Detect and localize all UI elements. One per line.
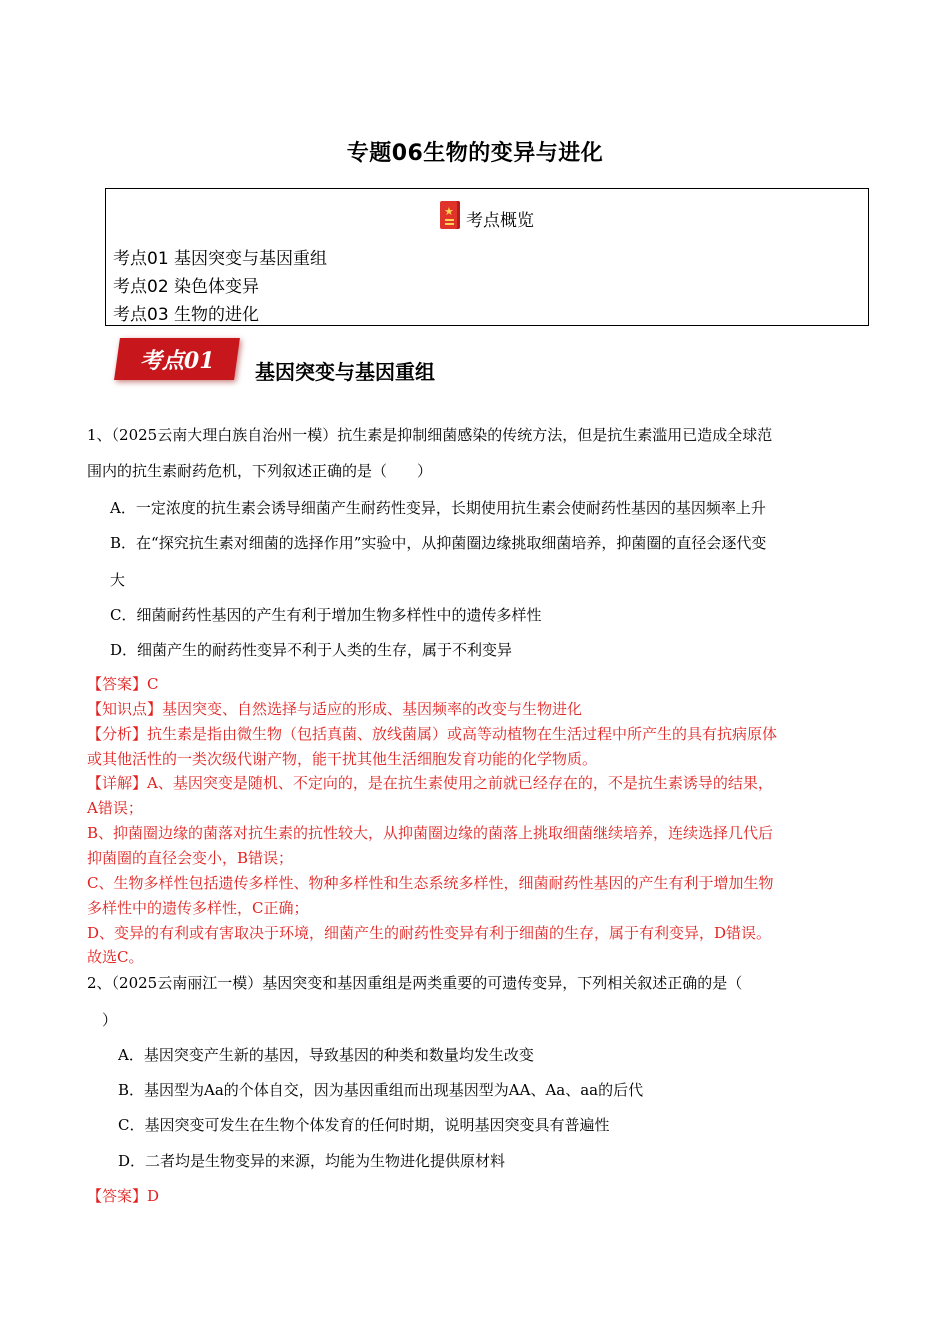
- q2-answer: 【答案】D: [87, 1187, 160, 1205]
- q1-option-b-line2: 大: [110, 571, 126, 589]
- q1-detail-line5: C、生物多样性包括遗传多样性、物种多样性和生态系统多样性，细菌耐药性基因的产生有利于增加生物: [87, 874, 774, 892]
- q2-stem-line1: 2、（2025云南丽江一模）基因突变和基因重组是两类重要的可遗传变异，下列相关叙述正确的是（: [87, 974, 743, 992]
- overview-box: [105, 188, 869, 326]
- overview-item: 考点03 生物的进化: [113, 305, 260, 325]
- q1-option-a: A．一定浓度的抗生素会诱导细菌产生耐药性变异，长期使用抗生素会使耐药性基因的基因频率上升: [110, 499, 766, 517]
- q1-answer: 【答案】C: [87, 675, 159, 693]
- overview-list: [113, 245, 327, 329]
- overview-item: 考点02 染色体变异: [113, 277, 260, 297]
- section-badge-label: 考点01: [139, 347, 215, 374]
- q1-option-d: D．细菌产生的耐药性变异不利于人类的生存，属于不利变异: [110, 641, 513, 659]
- q1-analysis-line2: 或其他活性的一类次级代谢产物，能干扰其他生活细胞发育功能的化学物质。: [87, 750, 598, 768]
- q1-detail-line1: 【详解】A、基因突变是随机、不定向的，是在抗生素使用之前就已经存在的，不是抗生素诱导的结果，: [87, 774, 773, 792]
- q1-detail-line3: B、抑菌圈边缘的菌落对抗生素的抗性较大，从抑菌圈边缘的菌落上挑取细菌继续培养，连续选择几代后: [87, 824, 774, 842]
- q2-stem-line2: ）: [102, 1011, 118, 1029]
- section-title: 基因突变与基因重组: [255, 360, 435, 384]
- q2-option-d: D．二者均是生物变异的来源，均能为生物进化提供原材料: [118, 1152, 506, 1170]
- q2-option-a: A．基因突变产生新的基因，导致基因的种类和数量均发生改变: [118, 1046, 534, 1064]
- q1-detail-line2: A错误；: [87, 799, 143, 817]
- q1-detail-line7: D、变异的有利或有害取决于环境，细菌产生的耐药性变异有利于细菌的生存，属于有利变异，D错误。: [87, 924, 772, 942]
- page-title: 专题06生物的变异与进化: [346, 141, 604, 166]
- overview-header: [106, 189, 868, 231]
- q2-option-b: B．基因型为Aa的个体自交，因为基因重组而出现基因型为AA、Aa、aa的后代: [118, 1081, 644, 1099]
- overview-item: 考点01 基因突变与基因重组: [113, 249, 328, 269]
- q1-knowledge: 【知识点】基因突变、自然选择与适应的形成、基因频率的改变与生物进化: [87, 700, 583, 718]
- q1-option-c: C．细菌耐药性基因的产生有利于增加生物多样性中的遗传多样性: [110, 606, 542, 624]
- q1-stem-line2: 围内的抗生素耐药危机，下列叙述正确的是（ ）: [87, 462, 433, 480]
- q1-option-b-line1: B．在“探究抗生素对细菌的选择作用”实验中，从抑菌圈边缘挑取细菌培养，抑菌圈的直径会逐代变: [110, 534, 767, 552]
- q2-option-c: C．基因突变可发生在生物个体发育的任何时期，说明基因突变具有普遍性: [118, 1116, 610, 1134]
- q1-detail-line6: 多样性中的遗传多样性，C正确；: [87, 899, 309, 917]
- section-badge: [114, 338, 240, 380]
- q1-stem-line1: 1、（2025云南大理白族自治州一模）抗生素是抑制细菌感染的传统方法，但是抗生素滥用已造成全球范: [87, 426, 773, 444]
- q1-analysis-line1: 【分析】抗生素是指由微生物（包括真菌、放线菌属）或高等动植物在生活过程中所产生的具有抗病原体: [87, 725, 778, 743]
- q1-detail-line4: 抑菌圈的直径会变小，B错误；: [87, 849, 294, 867]
- overview-title: 考点概览: [466, 211, 534, 231]
- q1-detail-line8: 故选C。: [87, 948, 144, 966]
- book-icon: [440, 201, 460, 229]
